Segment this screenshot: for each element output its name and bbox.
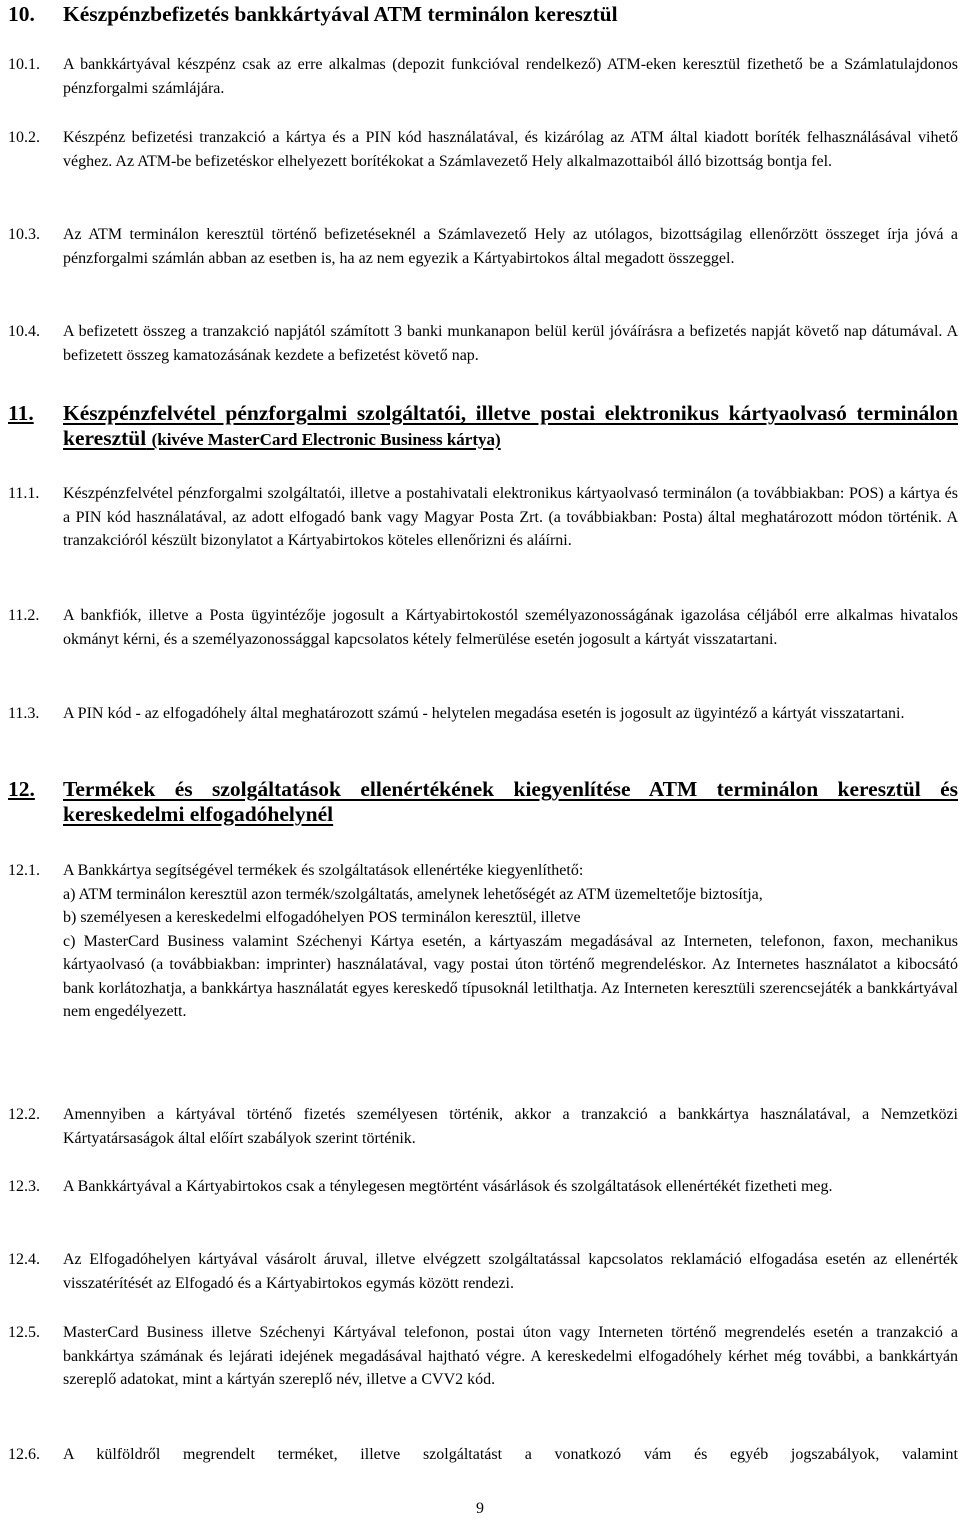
chapter-title: Termékek és szolgáltatások ellenértékének kiegyenlítése ATM terminálon keresztül és kereskedelmi elfogadóhelynél [63, 777, 958, 826]
section-number: 12.4. [8, 1251, 40, 1268]
chapter-title-main: Készpénzfelvétel pénzforgalmi szolgáltatói, illetve postai elektronikus kártyaolvasó terminálon keresztül [63, 401, 958, 450]
section-number: 11.3. [8, 705, 40, 722]
section-text: MasterCard Business illetve Széchenyi Kártyával telefonon, postai úton vagy Interneten történő megrendelés esetén a tranzakció a bankkártya számának és lejárati idejének megadásával hajtható végre. A kereskedelmi elfogadóhely kérhet még további, a bankkártyán szereplő adatokat, mint a kártyán szereplő név, illetve a CVV2 kód. [63, 1324, 958, 1388]
section-text: Készpénz befizetési tranzakció a kártya és a PIN kód használatával, és kizárólag az ATM által kiadott boríték felhasználásával vihető véghez. Az ATM-be befizetéskor elhelyezett borítékokat a Számlavezető Hely alkalmazottaiból álló bizottság bontja fel. [63, 129, 958, 170]
section-text: Készpénzfelvétel pénzforgalmi szolgáltatói, illetve a postahivatali elektronikus kártyaolvasó terminálon (a továbbiakban: POS) a kártya és a PIN kód használatával, az adott elfogadó bank vagy Magyar Posta Zrt. (a továbbiakban: Posta) által meghatározott módon történik. A tranzakcióról készült bizonylatot a Kártyabirtokos köteles ellenőrizni és aláírni. [63, 485, 958, 549]
section-text: Az ATM terminálon keresztül történő befizetéseknél a Számlavezető Hely az utólagos, bizottságilag ellenőrzött összeget írja jóvá a pénzforgalmi számlán abban az esetben is, ha az nem egyezik a Kártyabirtokos által megadott összeggel. [63, 226, 958, 267]
list-item-c: c) MasterCard Business valamint Széchenyi Kártya esetén, a kártyaszám megadásával az Interneten, telefonon, faxon, mechanikus kártyaolvasó (a továbbiakban: imprinter) használatával, vagy postai úton történő megrendeléskor. Az Internetes használatot a kibocsátó bank korlátozhatja, a bankkártya használatát egyes kereskedő típusoknál letilthatja. Az Interneten keresztüli szerencsejáték a bankkártyával nem engedélyezett. [63, 932, 958, 1020]
section-text: A bankfiók, illetve a Posta ügyintézője jogosult a Kártyabirtokostól személyazonosságának igazolása céljából erre alkalmas hivatalos okmányt kérni, és a személyazonossággal kapcsolatos kétely felmerülése esetén jogosult a kártyát visszatartani. [63, 607, 958, 648]
section-text [63, 859, 958, 1024]
list-item-b: b) személyesen a kereskedelmi elfogadóhelyen POS terminálon keresztül, illetve [63, 909, 581, 926]
section-number: 10.4. [8, 323, 40, 340]
chapter-title: Készpénzbefizetés bankkártyával ATM terminálon keresztül [63, 2, 618, 26]
section-intro: A Bankkártya segítségével termékek és szolgáltatások ellenértéke kiegyenlíthető: [63, 862, 584, 879]
page-number: 9 [476, 1500, 484, 1517]
section-text: A külföldről megrendelt terméket, illetve szolgáltatást a vonatkozó vám és egyéb jogszabályok, valamint [63, 1446, 958, 1463]
section-text: A befizetett összeg a tranzakció napjától számított 3 banki munkanapon belül kerül jóváírásra a befizetés napját követő nap dátumával. A befizetett összeg kamatozásának kezdete a befizetést követő nap. [63, 323, 958, 364]
section-text: A PIN kód - az elfogadóhely által meghatározott számú - helytelen megadása esetén is jogosult az ügyintéző a kártyát visszatartani. [63, 705, 905, 722]
section-number: 10.2. [8, 129, 40, 146]
list-item-a: a) ATM terminálon keresztül azon termék/szolgáltatás, amelynek lehetőségét az ATM üzemeltetője biztosítja, [63, 885, 763, 903]
section-number: 11.1. [8, 485, 40, 502]
section-number: 12.2. [8, 1106, 40, 1123]
section-text: A Bankkártyával a Kártyabirtokos csak a ténylegesen megtörtént vásárlások és szolgáltatások ellenértékét fizetheti meg. [63, 1178, 833, 1195]
chapter-number: 11. [8, 401, 34, 425]
chapter-number: 12. [8, 777, 35, 801]
section-number: 11.2. [8, 607, 40, 624]
section-number: 12.3. [8, 1178, 40, 1195]
section-number: 10.1. [8, 56, 40, 73]
chapter-title [63, 401, 958, 452]
chapter-title-suffix: (kivéve MasterCard Electronic Business kártya) [151, 430, 501, 449]
section-number: 12.6. [8, 1446, 40, 1463]
section-number: 10.3. [8, 226, 40, 243]
section-number: 12.1. [8, 862, 40, 879]
section-text: A bankkártyával készpénz csak az erre alkalmas (depozit funkcióval rendelkező) ATM-eken keresztül fizethető be a Számlatulajdonos pénzforgalmi számlájára. [63, 56, 958, 97]
section-number: 12.5. [8, 1324, 40, 1341]
section-text: Az Elfogadóhelyen kártyával vásárolt áruval, illetve elvégzett szolgáltatással kapcsolatos reklamáció elfogadása esetén az ellenérték visszatérítését az Elfogadó és a Kártyabirtokos egymás között rendezi. [63, 1251, 958, 1292]
section-text: Amennyiben a kártyával történő fizetés személyesen történik, akkor a tranzakció a bankkártya használatával, a Nemzetközi Kártyatársaságok által előírt szabályok szerint történik. [63, 1106, 958, 1147]
chapter-number: 10. [8, 2, 35, 26]
